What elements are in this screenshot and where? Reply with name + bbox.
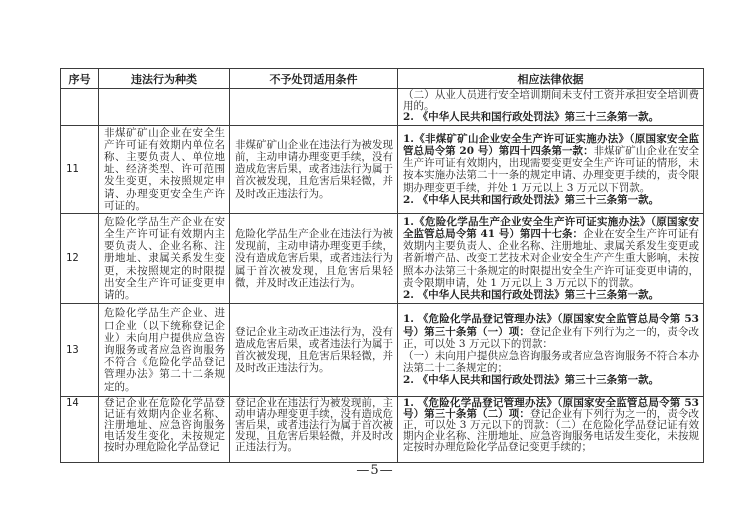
legal-basis-paragraph: （一）未向用户提供应急咨询服务或者应急咨询服务不符合本办法第二十二条规定的； bbox=[403, 350, 699, 375]
header-violation-type: 违法行为种类 bbox=[99, 69, 230, 89]
cell-legal-basis bbox=[398, 89, 704, 126]
page-number: —5— bbox=[356, 463, 394, 478]
table-row bbox=[61, 214, 704, 304]
header-row bbox=[61, 69, 704, 89]
legal-basis-paragraph: 2. 《中华人民共和国行政处罚法》第三十三条第一款。 bbox=[403, 289, 660, 302]
legal-basis-paragraph: 1. 《危险化学品登记管理办法》（原国家安全监管总局令第 53 号）第三十条第（一）项：登记企业有下列行为之一的，责令改正，可以处 3 万元以下的罚款： bbox=[403, 313, 700, 350]
cell-index bbox=[61, 89, 99, 126]
table-row bbox=[61, 125, 704, 213]
header-legal-basis: 相应法律依据 bbox=[398, 69, 704, 89]
legal-basis-paragraph: 1. 《危险化学品登记管理办法》（原国家安全监管总局令第 53 号）第三十条第（二）项：登记企业有下列行为之一的，责令改正，可以处 3 万元以下的罚款：（二）在危险化学品登记证有效期内企业名称、注册地址、应急咨询服务电话发生变化，未按规定按时办理危险化学品登记变更手续的； bbox=[403, 397, 700, 454]
cell-index: 13 bbox=[61, 304, 99, 397]
cell-condition: 登记企业主动改正违法行为，没有造成危害后果，或者违法行为属于首次被发现，且危害后果轻微，并及时改正违法行为。 bbox=[230, 304, 398, 397]
legal-basis-paragraph: 2. 《中华人民共和国行政处罚法》第三十三条第一款。 bbox=[403, 193, 660, 206]
cell-violation: 非煤矿矿山企业在安全生产许可证有效期内单位名称、主要负责人、单位地址、经济类型、许可范围发生变更，未按照规定申请、办理变更安全生产许可证的。 bbox=[99, 125, 230, 213]
cell-legal-basis bbox=[398, 397, 704, 463]
legal-basis-paragraph: 1.《非煤矿矿山企业安全生产许可证实施办法》（原国家安全监管总局令第 20 号）第四十四条第一款：非煤矿矿山企业在安全生产许可证有效期内，出现需要变更安全生产许可证的情形，未按本实施办法第二十一条的规定申请、办理变更手续的，责令限期办理变更手续，并处 1 万元以上 3 万元以下罚款。 bbox=[403, 132, 699, 194]
cell-condition: 非煤矿矿山企业在违法行为被发现前，主动申请办理变更手续，没有造成危害后果，或者违法行为属于首次被发现，且危害后果轻微，并及时改正违法行为。 bbox=[230, 125, 398, 213]
legal-basis-paragraph: 2. 《中华人民共和国行政处罚法》第三十三条第一款。 bbox=[403, 111, 660, 124]
cell-legal-basis bbox=[398, 125, 704, 213]
cell-condition: 危险化学品生产企业在违法行为被发现前，主动申请办理变更手续，没有造成危害后果，或者违法行为属于首次被发现，且危害后果轻微，并及时改正违法行为。 bbox=[230, 214, 398, 304]
header-index: 序号 bbox=[61, 69, 99, 89]
table-header bbox=[61, 69, 704, 89]
header-nonpunishment-condition: 不予处罚适用条件 bbox=[230, 69, 398, 89]
cell-index: 14 bbox=[61, 397, 99, 463]
legal-basis-paragraph: 1.《危险化学品生产企业安全生产许可证实施办法》（原国家安全监管总局令第 41 号）第四十七条：企业在安全生产许可证有效期内主要负责人、企业名称、注册地址、隶属关系发生变更或者新增产品、改变工艺技术对企业安全生产产生重大影响，未按照本办法第三十条规定的时限提出安全生产许可证变更申请的，责令限期申请，处 1 万元以上 3 万元以下的罚款。 bbox=[403, 215, 699, 289]
cell-violation: 危险化学品生产企业、进口企业（以下统称登记企业）未向用户提供应急咨询服务或者应急咨询服务不符合《危险化学品登记管理办法》第二十二条规定的。 bbox=[99, 304, 230, 397]
cell-condition bbox=[230, 89, 398, 126]
cell-condition: 登记企业在违法行为被发现前，主动申请办理变更手续，没有造成危害后果，或者违法行为属于首次被发现，且危害后果轻微，并及时改正违法行为。 bbox=[230, 397, 398, 463]
cell-violation bbox=[99, 89, 230, 126]
table-body bbox=[61, 89, 704, 463]
cell-index: 12 bbox=[61, 214, 99, 304]
cell-violation: 危险化学品生产企业在安全生产许可证有效期内主要负责人、企业名称、注册地址、隶属关系发生变更，未按照规定的时限提出安全生产许可证变更申请的。 bbox=[99, 214, 230, 304]
cell-legal-basis bbox=[398, 214, 704, 304]
cell-legal-basis bbox=[398, 304, 704, 397]
table-row bbox=[61, 397, 704, 463]
legal-basis-paragraph: 2. 《中华人民共和国行政处罚法》第三十三条第一款。 bbox=[403, 374, 660, 387]
cell-index: 11 bbox=[61, 125, 99, 213]
cell-violation: 登记企业在危险化学品登记证有效期内企业名称、注册地址、应急咨询服务电话发生变化，未按规定按时办理危险化学品登记 bbox=[99, 397, 230, 463]
table-row bbox=[61, 304, 704, 397]
table-row bbox=[61, 89, 704, 126]
legal-basis-paragraph: （二）从业人员进行安全培训期间未支付工资并承担安全培训费用的。 bbox=[403, 89, 699, 113]
regulation-table bbox=[60, 68, 704, 463]
